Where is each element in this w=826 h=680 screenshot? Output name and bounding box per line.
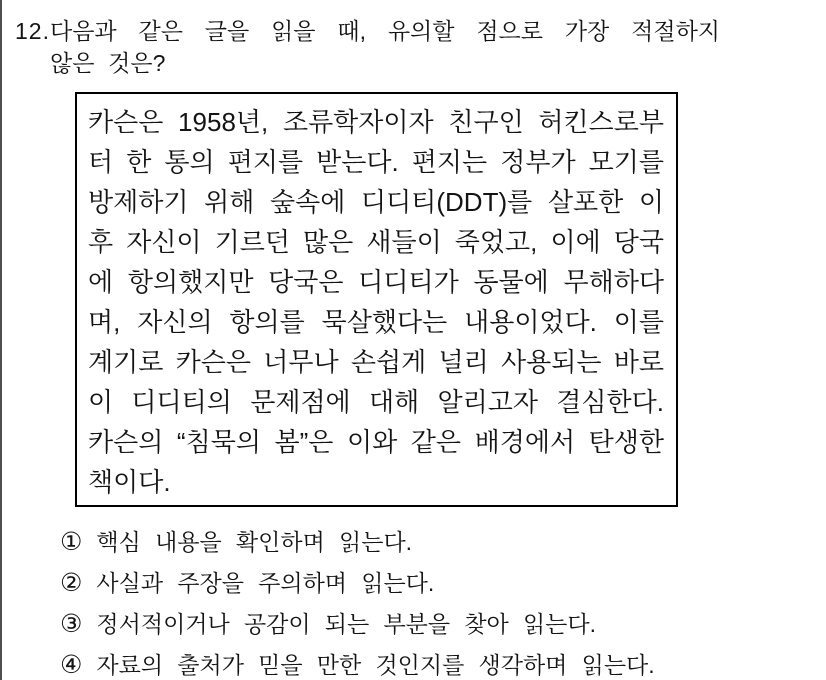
passage-line: 며, 자신의 항의를 묵살했다는 내용이었다. 이를 bbox=[88, 307, 664, 337]
answer-options-list bbox=[60, 527, 820, 680]
passage-line: 카슨의 “침묵의 봄”은 이와 같은 배경에서 탄생한 bbox=[88, 427, 664, 457]
option-3-text: 정서적이거나 공감이 되는 부분을 찾아 읽는다. bbox=[96, 611, 597, 637]
passage-line: 에 항의했지만 당국은 디디티가 동물에 무해하다 bbox=[88, 267, 664, 297]
passage-line: 터 한 통의 편지를 받는다. 편지는 정부가 모기를 bbox=[88, 147, 664, 177]
passage-line: 카슨은 1958년, 조류학자이자 친구인 허킨스로부 bbox=[88, 107, 664, 137]
option-1-text: 핵심 내용을 확인하며 읽는다. bbox=[96, 529, 413, 555]
question-text-line-1: 다음과 같은 글을 읽을 때, 유의할 점으로 가장 적절하지 bbox=[50, 18, 720, 44]
option-row-3[interactable] bbox=[60, 609, 820, 639]
passage-line: 방제하기 위해 숲속에 디디티(DDT)를 살포한 이 bbox=[88, 187, 664, 217]
passage-line: 책이다. bbox=[88, 467, 171, 497]
passage-line: 이 디디티의 문제점에 대해 알리고자 결심한다. bbox=[88, 387, 664, 417]
option-row-2[interactable] bbox=[60, 568, 820, 598]
page-edge-rule bbox=[0, 0, 2, 680]
question-stem bbox=[15, 15, 720, 79]
passage-box bbox=[75, 92, 678, 507]
question-number: 12. bbox=[15, 18, 50, 44]
passage-line: 계기로 카슨은 너무나 손쉽게 널리 사용되는 바로 bbox=[88, 347, 664, 377]
option-row-4[interactable] bbox=[60, 650, 820, 680]
option-3-marker: ③ bbox=[60, 610, 83, 638]
option-2-text: 사실과 주장을 주의하며 읽는다. bbox=[96, 570, 435, 596]
option-row-1[interactable] bbox=[60, 527, 820, 557]
question-text bbox=[50, 15, 720, 79]
option-2-marker: ② bbox=[60, 569, 83, 597]
option-4-text: 자료의 출처가 믿을 만한 것인지를 생각하며 읽는다. bbox=[96, 652, 655, 678]
option-4-marker: ④ bbox=[60, 651, 83, 679]
option-1-marker: ① bbox=[60, 528, 83, 556]
passage-line: 후 자신이 기르던 많은 새들이 죽었고, 이에 당국 bbox=[88, 227, 664, 257]
question-text-line-2: 않은 것은? bbox=[50, 50, 166, 76]
